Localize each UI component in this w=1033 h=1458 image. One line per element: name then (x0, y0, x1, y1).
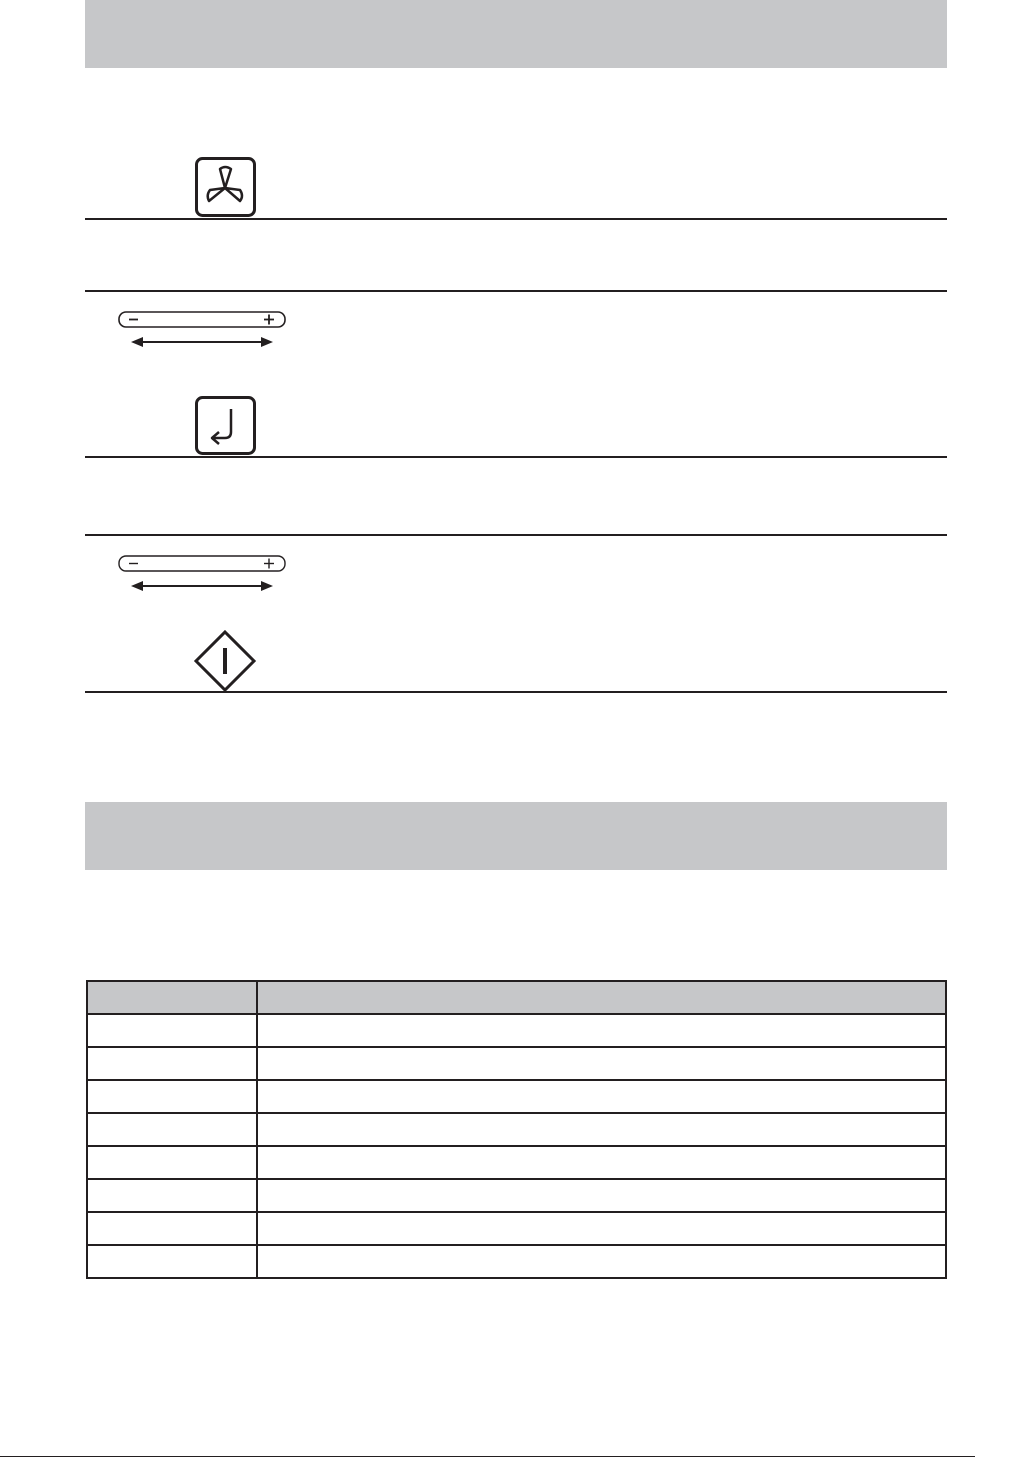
table-header-cell (87, 981, 257, 1014)
table-row (87, 1047, 946, 1080)
table-cell (257, 1047, 946, 1080)
table-cell (257, 1179, 946, 1212)
table-cell (257, 1080, 946, 1113)
table-row (87, 1113, 946, 1146)
spec-table (86, 980, 947, 1279)
divider-2 (85, 290, 947, 292)
table-row (87, 1146, 946, 1179)
section-header-lower (85, 802, 947, 870)
table-cell (87, 1212, 257, 1245)
minus-plus-slider-icon (118, 311, 288, 351)
table-row (87, 1080, 946, 1113)
table-cell (87, 1080, 257, 1113)
table-cell (87, 1113, 257, 1146)
table-cell (257, 1113, 946, 1146)
fan-icon (195, 157, 256, 217)
page-bottom-rule (0, 1456, 975, 1457)
table-cell (257, 1014, 946, 1047)
table-cell (87, 1179, 257, 1212)
table-cell (87, 1146, 257, 1179)
table-row (87, 1212, 946, 1245)
table-cell (257, 1146, 946, 1179)
table-cell (87, 1245, 257, 1278)
section-header-top (85, 0, 947, 68)
table-row (87, 1245, 946, 1278)
table-cell (87, 1014, 257, 1047)
divider-3 (85, 456, 947, 458)
enter-return-icon (195, 396, 256, 455)
table-header-row (87, 981, 946, 1014)
table-row (87, 1179, 946, 1212)
minus-plus-slider-icon-2 (118, 555, 288, 595)
table-cell (257, 1212, 946, 1245)
table-row (87, 1014, 946, 1047)
table-cell (87, 1047, 257, 1080)
start-diamond-icon (194, 630, 256, 692)
table-cell (257, 1245, 946, 1278)
table-header-cell (257, 981, 946, 1014)
divider-4 (85, 534, 947, 536)
divider-5 (85, 691, 947, 693)
divider-1 (85, 218, 947, 220)
